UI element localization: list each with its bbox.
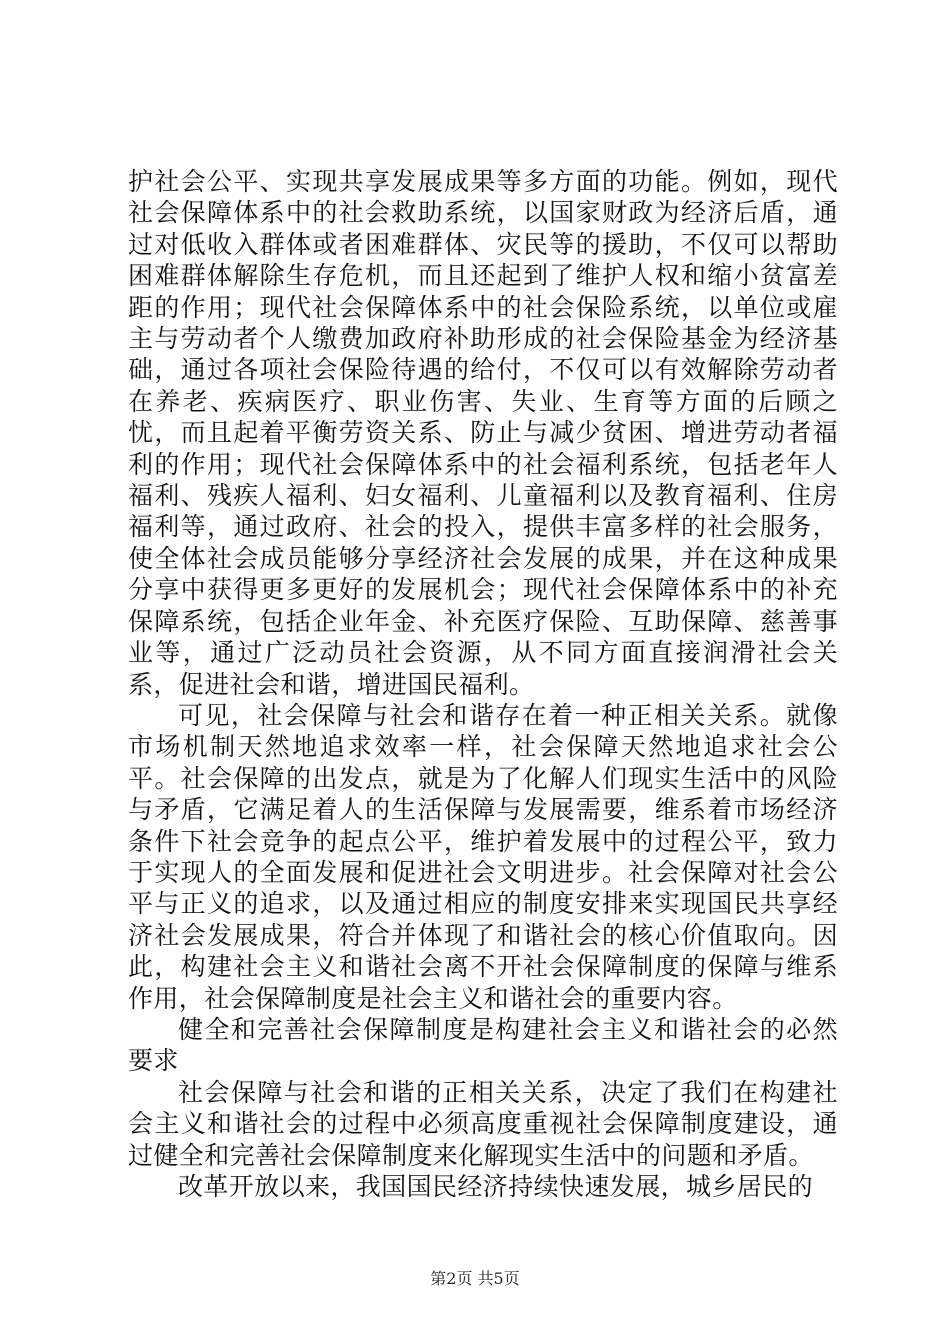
paragraph: 可见，社会保障与社会和谐存在着一种正相关关系。就像市场机制天然地追求效率一样，社会保障天然地追求社会公平。社会保障的出发点，就是为了化解人们现实生活中的风险与矛盾，它满足着人的生活保障与发展需要，维系着市场经济条件下社会竞争的起点公平，维护着发展中的过程公平，致力于实现人的全面发展和促进社会文明进步。社会保障对社会公平与正义的追求，以及通过相应的制度安排来实现国民共享经济社会发展成果，符合并体现了和谐社会的核心价值取向。因此，构建社会主义和谐社会离不开社会保障制度的保障与维系作用，社会保障制度是社会主义和谐社会的重要内容。 xyxy=(128,700,838,1013)
paragraph-continuation: 护社会公平、实现共享发展成果等多方面的功能。例如，现代社会保障体系中的社会救助系统，以国家财政为经济后盾，通过对低收入群体或者困难群体、灾民等的援助，不仅可以帮助困难群体解除生存危机，而且还起到了维护人权和缩小贫富差距的作用；现代社会保障体系中的社会保险系统，以单位或雇主与劳动者个人缴费加政府补助形成的社会保险基金为经济基础，通过各项社会保险待遇的给付，不仅可以有效解除劳动者在养老、疾病医疗、职业伤害、失业、生育等方面的后顾之忧，而且起着平衡劳资关系、防止与减少贫困、增进劳动者福利的作用；现代社会保障体系中的社会福利系统，包括老年人福利、残疾人福利、妇女福利、儿童福利以及教育福利、住房福利等，通过政府、社会的投入，提供丰富多样的社会服务，使全体社会成员能够分享经济社会发展的成果，并在这种成果分享中获得更多更好的发展机会；现代社会保障体系中的补充保障系统，包括企业年金、补充医疗保险、互助保障、慈善事业等，通过广泛动员社会资源，从不同方面直接润滑社会关系，促进社会和谐，增进国民福利。 xyxy=(128,167,838,699)
section-heading: 健全和完善社会保障制度是构建社会主义和谐社会的必然要求 xyxy=(128,1014,838,1076)
paragraph: 社会保障与社会和谐的正相关关系，决定了我们在构建社会主义和谐社会的过程中必须高度重视社会保障制度建设，通过健全和完善社会保障制度来化解现实生活中的问题和矛盾。 xyxy=(128,1077,838,1170)
paragraph: 改革开放以来，我国国民经济持续快速发展，城乡居民的 xyxy=(178,1172,814,1201)
document-body xyxy=(128,166,838,1202)
page-number-footer: 第2页 共5页 xyxy=(430,1269,520,1288)
